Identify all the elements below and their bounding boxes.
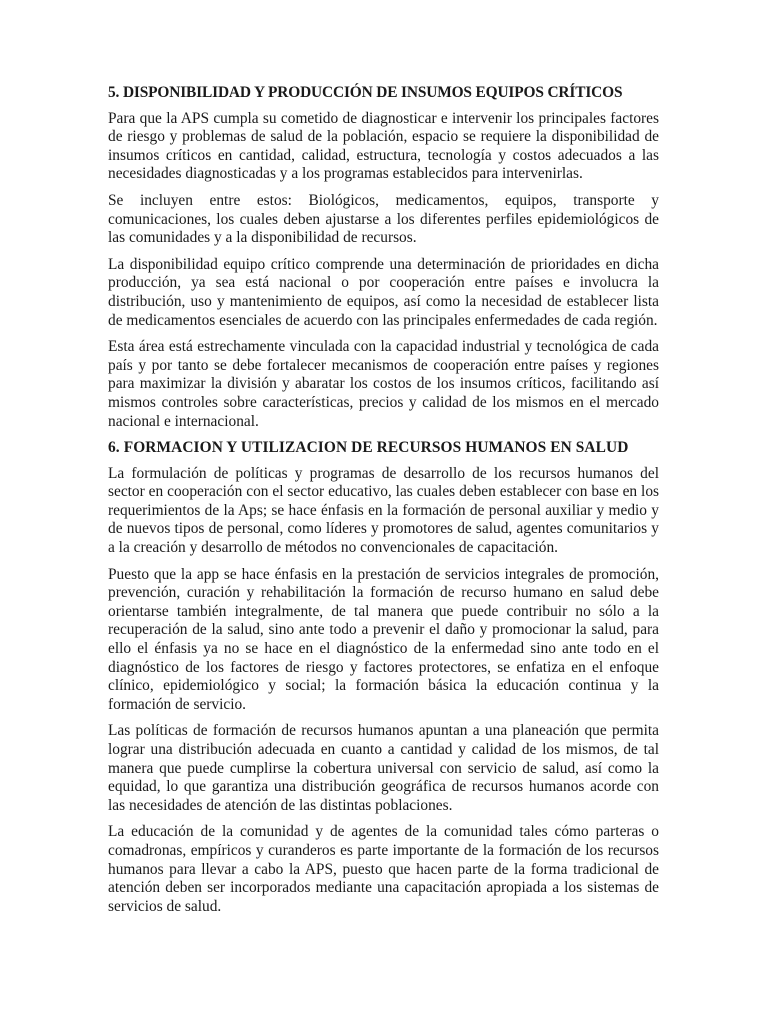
section-5-paragraph-3: La disponibilidad equipo crítico comprende una determinación de prioridades en dicha producción, ya sea está nacional o por cooperación entre países e involucra la distribución, uso y mantenimiento de equipos, así como la necesidad de establecer lista de medicamentos esenciales de acuerdo con las principales enfermedades de cada región. [108, 255, 659, 329]
section-5-paragraph-1: Para que la APS cumpla su cometido de diagnosticar e intervenir los principales factores de riesgo y problemas de salud de la población, espacio se requiere la disponibilidad de insumos críticos en cantidad, calidad, estructura, tecnología y costos adecuados a las necesidades diagnosticadas y a los programas establecidos para intervenirlas. [108, 109, 659, 183]
section-5-paragraph-2: Se incluyen entre estos: Biológicos, medicamentos, equipos, transporte y comunicaciones, los cuales deben ajustarse a los diferentes perfiles epidemiológicos de las comunidades y a la disponibilidad de recursos. [108, 191, 659, 247]
section-6-paragraph-4: La educación de la comunidad y de agentes de la comunidad tales cómo parteras o comadronas, empíricos y curanderos es parte importante de la formación de los recursos humanos para llevar a cabo la APS, puesto que hacen parte de la forma tradicional de atención deben ser incorporados mediante una capacitación apropiada a los sistemas de servicios de salud. [108, 823, 659, 915]
section-6-paragraph-2: Puesto que la app se hace énfasis en la prestación de servicios integrales de promoción, prevención, curación y rehabilitación la formación de recurso humano en salud debe orientarse también integralmente, de tal manera que puede contribuir no sólo a la recuperación de la salud, sino ante todo a prevenir el daño y promocionar la salud, para ello el énfasis ya no se hace en el diagnóstico de la enfermedad sino ante todo en el diagnóstico de los factores de riesgo y factores protectores, se enfatiza en el enfoque clínico, epidemiológico y social; la formación básica la educación continua y la formación de servicio. [108, 565, 659, 713]
section-5-heading: 5. DISPONIBILIDAD Y PRODUCCIÓN DE INSUMOS EQUIPOS CRÍTICOS [108, 84, 623, 101]
document-page [108, 80, 659, 924]
section-5-paragraph-4: Esta área está estrechamente vinculada con la capacidad industrial y tecnológica de cada país y por tanto se debe fortalecer mecanismos de cooperación entre países y regiones para maximizar la división y abaratar los costos de los insumos críticos, facilitando así mismos controles sobre características, precios y calidad de los mismos en el mercado nacional e internacional. [108, 338, 659, 430]
section-6-paragraph-1: La formulación de políticas y programas de desarrollo de los recursos humanos del sector en cooperación con el sector educativo, las cuales deben establecer con base en los requerimientos de la Aps; se hace énfasis en la formación de personal auxiliar y medio y de nuevos tipos de personal, como líderes y promotores de salud, agentes comunitarios y a la creación y desarrollo de métodos no convencionales de capacitación. [108, 464, 659, 557]
section-6-paragraph-3: Las políticas de formación de recursos humanos apuntan a una planeación que permita lograr una distribución adecuada en cuanto a cantidad y calidad de los mismos, de tal manera que puede cumplirse la cobertura universal con servicio de salud, así como la equidad, lo que garantiza una distribución geográfica de recursos humanos acorde con las necesidades de atención de las distintas poblaciones. [108, 722, 659, 814]
section-6-heading: 6. FORMACION Y UTILIZACION DE RECURSOS HUMANOS EN SALUD [108, 439, 629, 457]
